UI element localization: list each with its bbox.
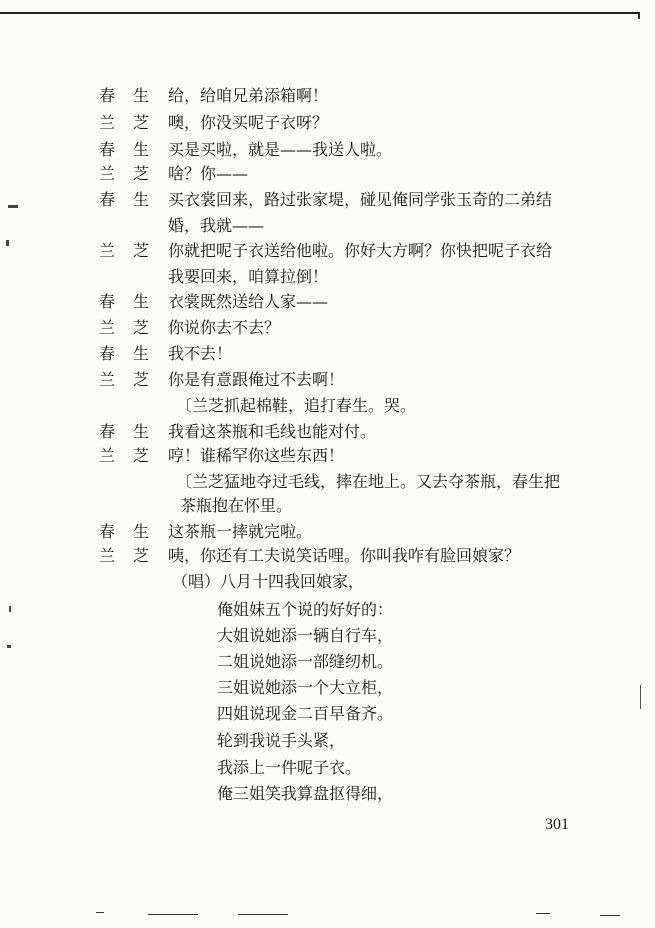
speech-text: 啥？你—— [168, 164, 249, 183]
scan-speck [6, 240, 9, 246]
song-text: 俺三姐笑我算盘抠得细， [217, 784, 394, 803]
speech-text: 买是买啦，就是——我送人啦。 [168, 140, 393, 159]
speaker-label: 春生 [99, 344, 168, 363]
top-mark [638, 14, 640, 19]
speech-text: 买衣裳回来，路过张家堤，碰见俺同学张玉奇的二弟结 [168, 190, 553, 209]
speech-text: 咦，你还有工夫说笑话哩。你叫我咋有脸回娘家？ [168, 546, 521, 565]
song-text: 四姐说现金二百早备齐。 [217, 704, 394, 723]
scan-dash [238, 914, 288, 915]
speaker-label: 兰芝 [99, 241, 168, 260]
speech-text: 我要回来，咱算拉倒！ [168, 267, 329, 286]
speech-text: 你是有意跟俺过不去啊！ [168, 370, 345, 389]
speech-text: 我看这茶瓶和毛线也能对付。 [168, 422, 377, 441]
speech-text: 哼！谁稀罕你这些东西！ [168, 446, 345, 465]
song-text: 轮到我说手头紧， [217, 731, 346, 750]
speech-text: 你就把呢子衣送给他啦。你好大方啊？你快把呢子衣给 [168, 241, 553, 260]
scan-speck [8, 205, 18, 208]
song-text: 二姐说她添一部缝纫机。 [217, 652, 394, 671]
speaker-label: 兰芝 [99, 318, 168, 337]
speaker-label: 春生 [99, 422, 168, 441]
scan-speck [7, 645, 11, 648]
speaker-label: 兰芝 [99, 113, 168, 132]
speech-text: 婚，我就—— [168, 216, 265, 235]
speech-text: 我不去！ [168, 344, 233, 363]
top-rule [0, 12, 640, 14]
speaker-label: 兰芝 [99, 370, 168, 389]
speaker-label: 春生 [99, 140, 168, 159]
speech-text: 给，给咱兄弟添箱啊！ [168, 86, 329, 105]
speaker-label: 兰芝 [99, 546, 168, 565]
song-text: 大姐说她添一辆自行车， [217, 626, 394, 645]
speech-text: 你说你去不去？ [168, 318, 281, 337]
scan-mark [640, 685, 641, 709]
speaker-label: 春生 [99, 190, 168, 209]
stage-direction-text: 〔兰芝猛地夺过毛线，摔在地上。又去夺茶瓶，春生把 [176, 472, 561, 491]
scan-dash [96, 912, 104, 913]
speaker-label: 春生 [99, 292, 168, 311]
speech-text: 这茶瓶一摔就完啦。 [168, 522, 313, 541]
speaker-label: 春生 [99, 522, 168, 541]
song-text: （唱）八月十四我回娘家， [172, 572, 365, 591]
stage-direction-text: 〔兰芝抓起棉鞋，追打春生。哭。 [176, 396, 417, 415]
stage-direction-text: 茶瓶抱在怀里。 [180, 496, 293, 515]
scan-dash [148, 914, 198, 915]
scan-dash [600, 915, 620, 916]
speaker-label: 兰芝 [99, 446, 168, 465]
speaker-label: 兰芝 [99, 164, 168, 183]
speech-text: 衣裳既然送给人家—— [168, 292, 329, 311]
song-text: 我添上一件呢子衣。 [217, 758, 362, 777]
song-text: 三姐说她添一个大立柜， [217, 678, 394, 697]
speaker-label: 春生 [99, 86, 168, 105]
page-number: 301 [545, 816, 569, 833]
song-text: 俺姐妹五个说的好好的： [217, 600, 394, 619]
scan-dash [536, 913, 550, 914]
speech-text: 噢，你没买呢子衣呀？ [168, 113, 329, 132]
scan-speck [9, 606, 11, 612]
